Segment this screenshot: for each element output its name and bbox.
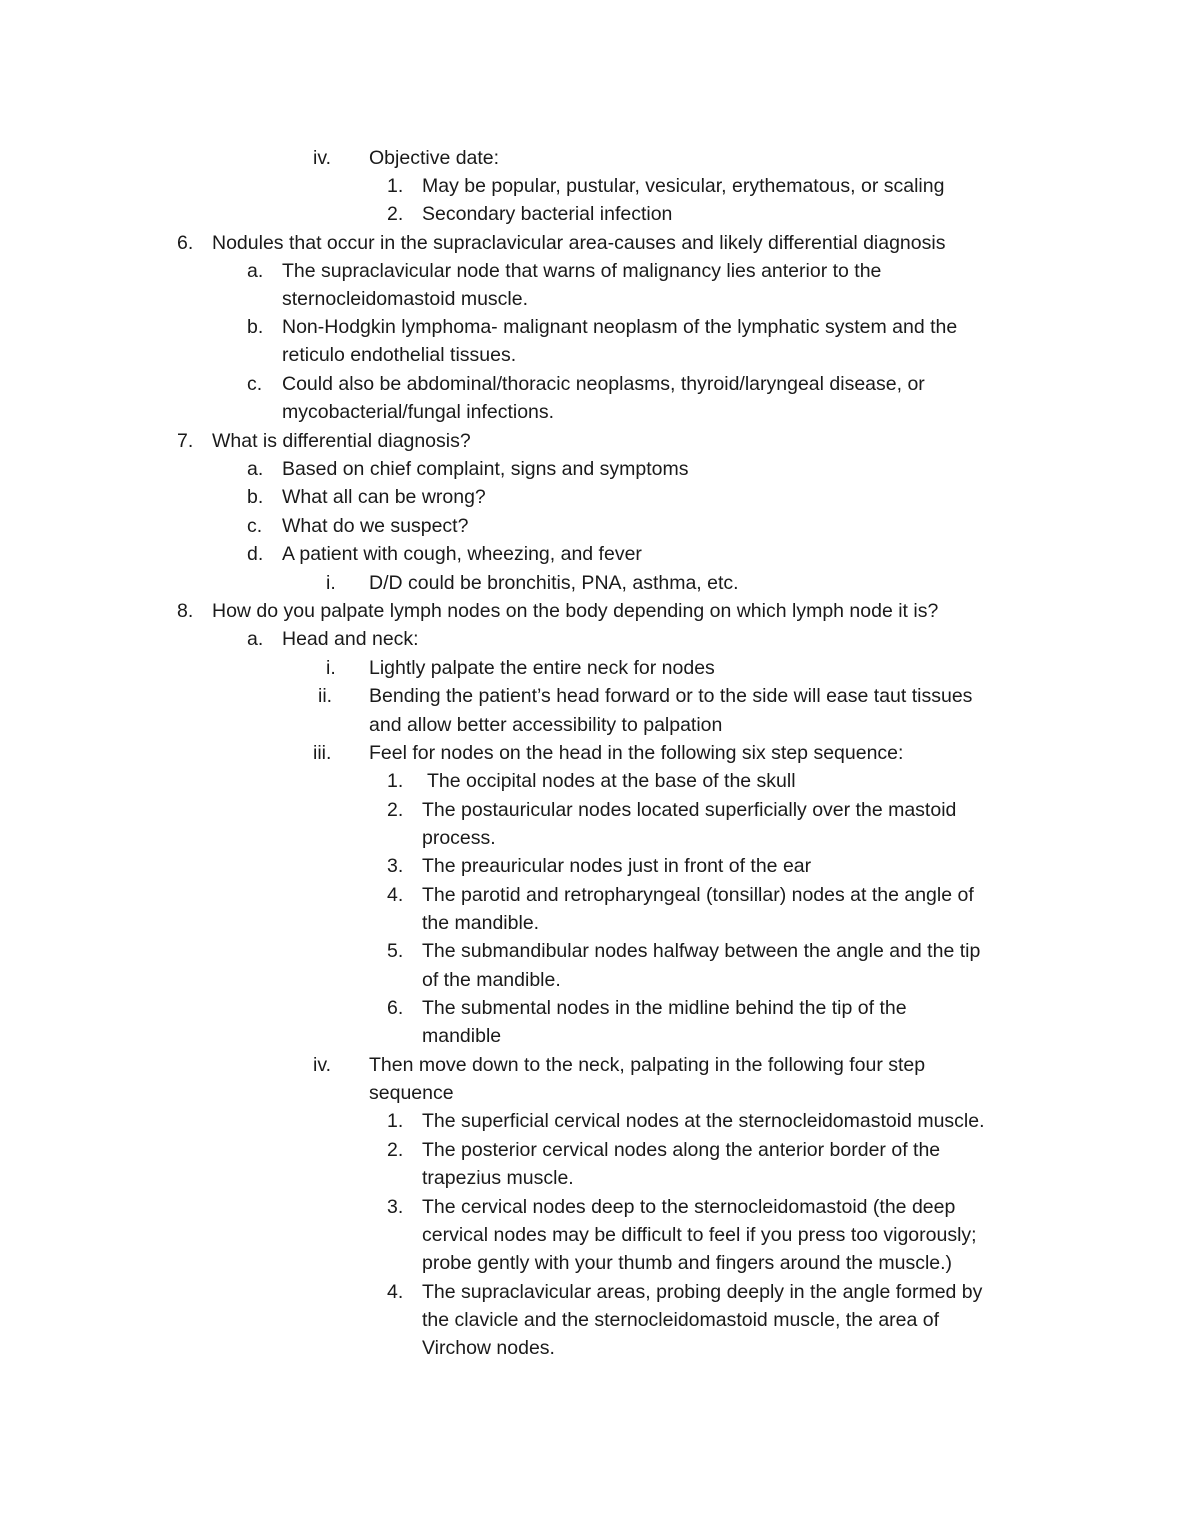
- line-marker: a.: [247, 458, 264, 480]
- line-text: and allow better accessibility to palpation: [369, 714, 723, 736]
- line-text: D/D could be bronchitis, PNA, asthma, etc.: [369, 572, 739, 594]
- line-text: Then move down to the neck, palpating in the following four step: [369, 1054, 926, 1076]
- line-text: The submental nodes in the midline behind the tip of the: [422, 997, 907, 1019]
- line-text: The superficial cervical nodes at the sternocleidomastoid muscle.: [422, 1110, 985, 1132]
- line-marker: 1.: [387, 1110, 404, 1132]
- line-marker: 2.: [387, 203, 404, 225]
- line-marker: iv.: [313, 1054, 332, 1076]
- line-text: cervical nodes may be difficult to feel if you press too vigorously;: [422, 1224, 977, 1246]
- line-text: Based on chief complaint, signs and symptoms: [282, 458, 689, 480]
- line-text: Bending the patient’s head forward or to the side will ease taut tissues: [369, 685, 973, 707]
- line-text: The cervical nodes deep to the sternocleidomastoid (the deep: [422, 1196, 956, 1218]
- line-text: Non-Hodgkin lymphoma- malignant neoplasm of the lymphatic system and the: [282, 316, 958, 338]
- line-text: The posterior cervical nodes along the anterior border of the: [422, 1139, 941, 1161]
- line-marker: 4.: [387, 1281, 404, 1303]
- line-text: sequence: [369, 1082, 454, 1104]
- line-marker: 4.: [387, 884, 404, 906]
- line-text: A patient with cough, wheezing, and fever: [282, 543, 642, 565]
- line-text: The submandibular nodes halfway between the angle and the tip: [422, 940, 981, 962]
- line-marker: a.: [247, 260, 264, 282]
- line-text: The postauricular nodes located superficially over the mastoid: [422, 799, 957, 821]
- line-text: trapezius muscle.: [422, 1167, 574, 1189]
- line-marker: 3.: [387, 1196, 404, 1218]
- line-marker: iv.: [313, 147, 332, 169]
- line-marker: ii.: [318, 685, 333, 707]
- line-marker: b.: [247, 316, 264, 338]
- line-text: of the mandible.: [422, 969, 561, 991]
- line-marker: 2.: [387, 1139, 404, 1161]
- line-text: Head and neck:: [282, 628, 419, 650]
- line-text: sternocleidomastoid muscle.: [282, 288, 529, 310]
- line-marker: 2.: [387, 799, 404, 821]
- line-text: the clavicle and the sternocleidomastoid muscle, the area of: [422, 1309, 940, 1331]
- line-text: probe gently with your thumb and fingers around the muscle.): [422, 1252, 953, 1274]
- line-marker: 1.: [387, 770, 404, 792]
- line-marker: b.: [247, 486, 264, 508]
- line-text: Objective date:: [369, 147, 500, 169]
- line-text: the mandible.: [422, 912, 540, 934]
- line-marker: 5.: [387, 940, 404, 962]
- line-text: The parotid and retropharyngeal (tonsillar) nodes at the angle of: [422, 884, 974, 906]
- line-marker: 6.: [387, 997, 404, 1019]
- line-text: May be popular, pustular, vesicular, erythematous, or scaling: [422, 175, 945, 197]
- line-marker: c.: [247, 515, 263, 537]
- line-text: reticulo endothelial tissues.: [282, 344, 517, 366]
- line-text: Nodules that occur in the supraclavicular area-causes and likely differential diagnosis: [212, 232, 946, 254]
- line-text: Lightly palpate the entire neck for nodes: [369, 657, 715, 679]
- line-text: How do you palpate lymph nodes on the body depending on which lymph node it is?: [212, 600, 939, 622]
- line-marker: i.: [326, 572, 336, 594]
- line-marker: 7.: [177, 430, 194, 452]
- line-text: process.: [422, 827, 496, 849]
- line-text: The preauricular nodes just in front of the ear: [422, 855, 812, 877]
- line-text: mandible: [422, 1025, 502, 1047]
- line-marker: i.: [326, 657, 336, 679]
- line-text: What all can be wrong?: [282, 486, 486, 508]
- line-text: What is differential diagnosis?: [212, 430, 471, 452]
- line-text: Secondary bacterial infection: [422, 203, 673, 225]
- line-marker: 8.: [177, 600, 194, 622]
- line-marker: a.: [247, 628, 264, 650]
- line-text: Feel for nodes on the head in the following six step sequence:: [369, 742, 904, 764]
- line-marker: 3.: [387, 855, 404, 877]
- line-text: Could also be abdominal/thoracic neoplasms, thyroid/laryngeal disease, or: [282, 373, 925, 395]
- line-text: The supraclavicular areas, probing deeply in the angle formed by: [422, 1281, 983, 1303]
- line-text: The occipital nodes at the base of the skull: [427, 770, 796, 792]
- line-marker: c.: [247, 373, 263, 395]
- line-text: The supraclavicular node that warns of malignancy lies anterior to the: [282, 260, 882, 282]
- line-text: Virchow nodes.: [422, 1337, 555, 1359]
- line-text: mycobacterial/fungal infections.: [282, 401, 555, 423]
- line-text: What do we suspect?: [282, 515, 469, 537]
- line-marker: iii.: [313, 742, 332, 764]
- line-marker: 6.: [177, 232, 194, 254]
- line-marker: 1.: [387, 175, 404, 197]
- line-marker: d.: [247, 543, 264, 565]
